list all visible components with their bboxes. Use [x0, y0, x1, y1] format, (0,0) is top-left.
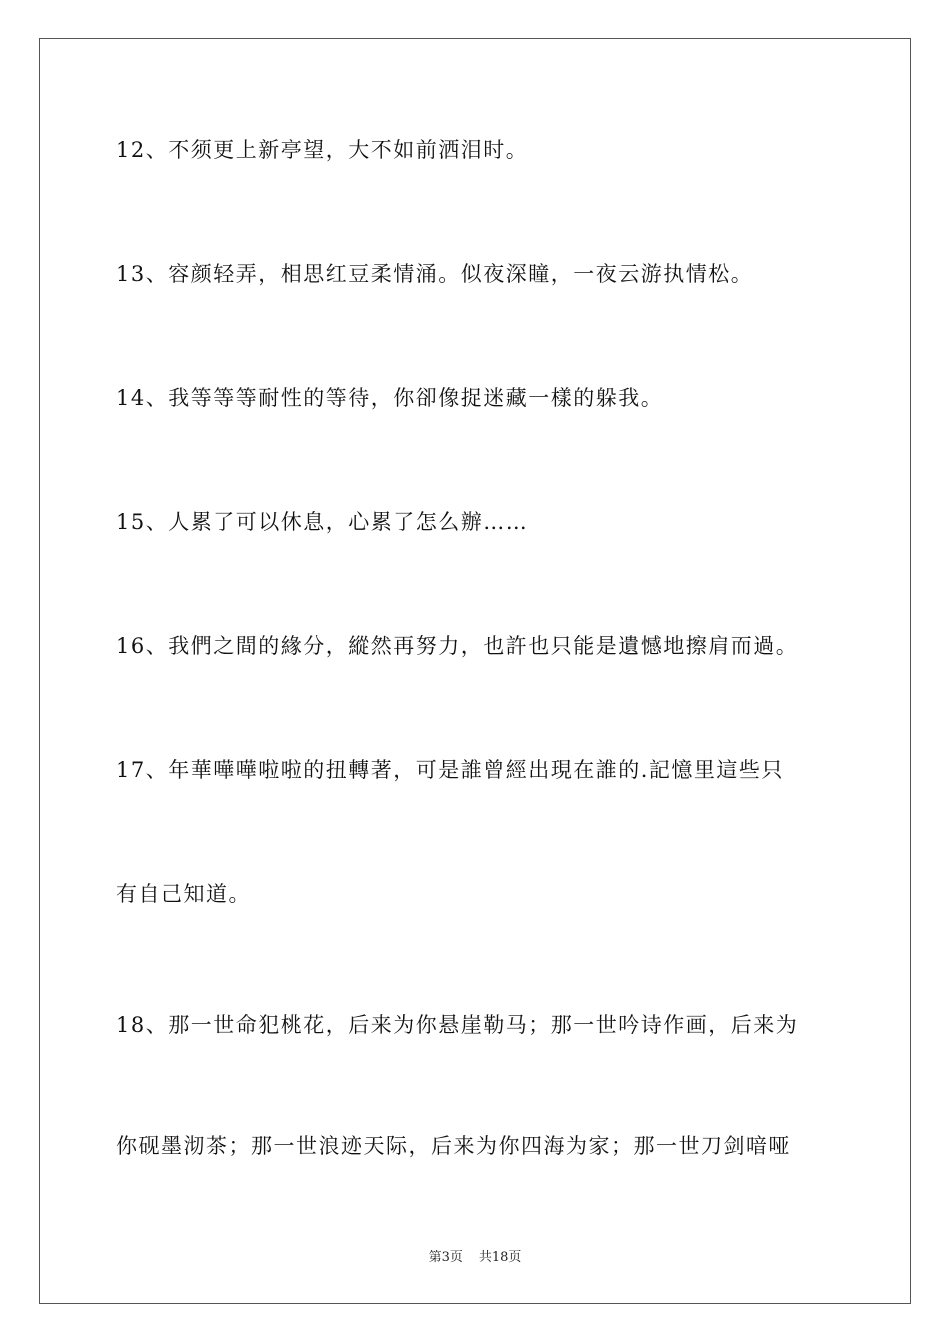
- page-number: 第3页: [428, 1250, 463, 1265]
- text-line-12: 12、不须更上新亭望，大不如前洒泪时。: [116, 138, 529, 162]
- text-line-18b: 你砚墨沏茶；那一世浪迹天际，后来为你四海为家；那一世刀剑喑哑: [116, 1134, 791, 1158]
- text-line-15: 15、人累了可以休息，心累了怎么辦……: [116, 510, 529, 534]
- text-line-17a: 17、年華嘩嘩啦啦的扭轉著，可是誰曾經出現在誰的.記憶里這些只: [116, 758, 784, 782]
- text-line-14: 14、我等等等耐性的等待，你卻像捉迷藏一樣的躲我。: [116, 386, 664, 410]
- text-line-17b: 有自己知道。: [116, 882, 251, 906]
- text-line-18a: 18、那一世命犯桃花，后来为你悬崖勒马；那一世吟诗作画，后来为: [116, 1013, 799, 1037]
- page-frame: [39, 38, 911, 1304]
- page-footer: [0, 1246, 950, 1265]
- text-line-16: 16、我們之間的緣分，縱然再努力，也許也只能是遺憾地擦肩而過。: [116, 634, 799, 658]
- page-total: 共18页: [478, 1250, 522, 1265]
- text-line-13: 13、容颜轻弄，相思红豆柔情涌。似夜深瞳，一夜云游执情松。: [116, 262, 754, 286]
